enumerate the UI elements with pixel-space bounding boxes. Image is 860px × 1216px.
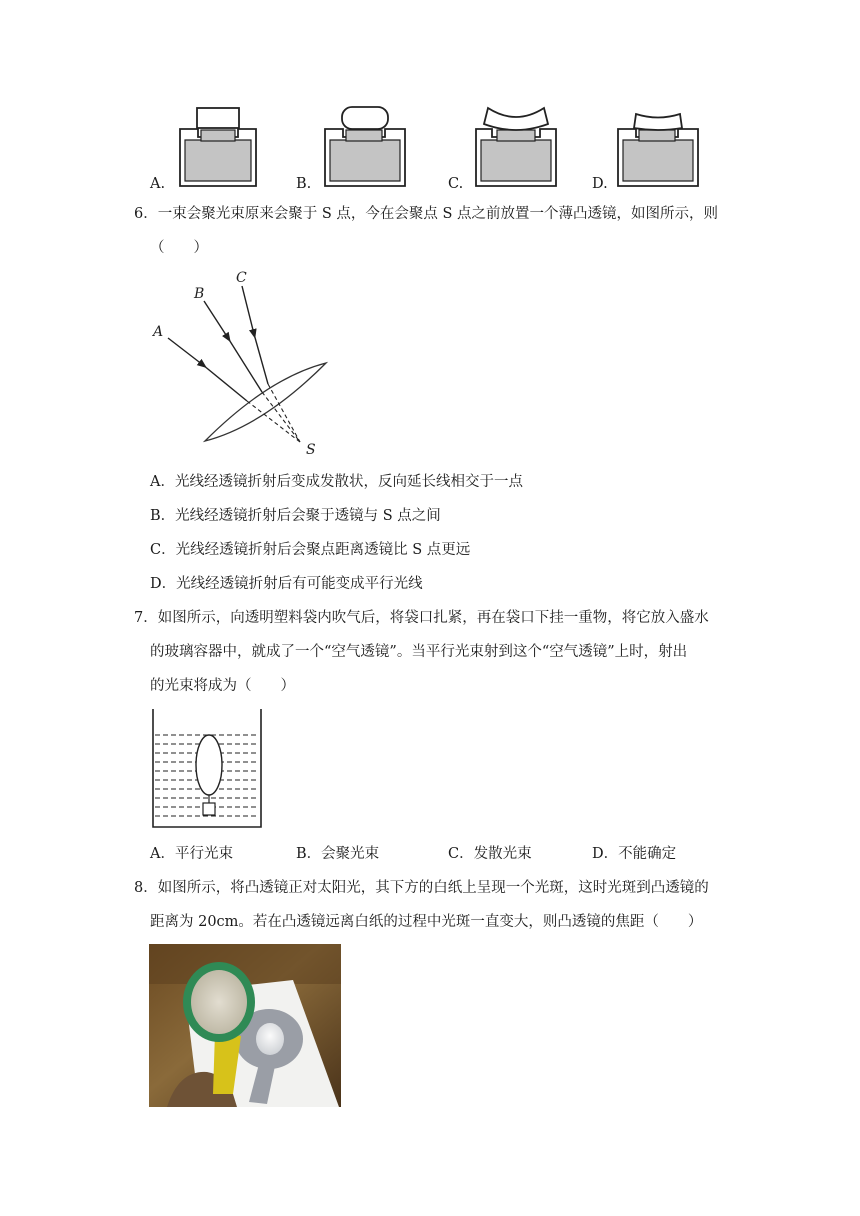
q6-option-b: B．光线经透镜折射后会聚于透镜与 S 点之间: [150, 508, 441, 524]
q7-stem-line-1: 7．如图所示，向透明塑料袋内吹气后，将袋口扎紧，再在袋口下挂一重物，将它放入盛水: [134, 610, 709, 626]
q6-option-a: A．光线经透镜折射后变成发散状，反向延长线相交于一点: [150, 474, 523, 490]
ray-label-a: A: [153, 324, 164, 340]
ray-label-b: B: [194, 286, 205, 302]
q8-stem-line-2: 距离为 20cm。若在凸透镜远离白纸的过程中光斑一直变大，则凸透镜的焦距（ ）: [150, 914, 703, 930]
q6-lens-diagram: [148, 266, 328, 456]
q7-air-lens-diagram: [150, 708, 264, 830]
ray-label-c: C: [236, 270, 247, 286]
q8-magnifier-photo: [149, 944, 341, 1107]
q7-option-a: A．平行光束: [150, 846, 233, 862]
q5-option-a-label: A.: [150, 176, 166, 192]
q6-option-d: D．光线经透镜折射后有可能变成平行光线: [150, 576, 423, 592]
q7-stem-line-2: 的玻璃容器中，就成了一个“空气透镜”。当平行光束射到这个“空气透镜”上时，射出: [150, 644, 688, 660]
point-label-s: S: [306, 442, 316, 458]
option-d-figure: [616, 104, 700, 188]
option-c-figure: [474, 104, 558, 188]
q5-option-c-label: C.: [448, 176, 464, 192]
q5-option-b-label: B.: [296, 176, 312, 192]
q7-option-d: D．不能确定: [592, 846, 677, 862]
option-a-figure: [178, 104, 258, 188]
q6-option-c: C．光线经透镜折射后会聚点距离透镜比 S 点更远: [150, 542, 471, 558]
q6-stem-line-2: （ ）: [150, 240, 208, 256]
q7-option-b: B．会聚光束: [296, 846, 380, 862]
q8-stem-line-1: 8．如图所示，将凸透镜正对太阳光，其下方的白纸上呈现一个光斑，这时光斑到凸透镜的: [134, 880, 709, 896]
q6-stem-line-1: 6．一束会聚光束原来会聚于 S 点，今在会聚点 S 点之前放置一个薄凸透镜，如图所示，则: [134, 206, 719, 222]
q7-stem-line-3: 的光束将成为（ ）: [150, 678, 295, 694]
q7-option-c: C．发散光束: [448, 846, 532, 862]
option-b-figure: [323, 104, 407, 188]
q5-option-d-label: D.: [592, 176, 608, 192]
